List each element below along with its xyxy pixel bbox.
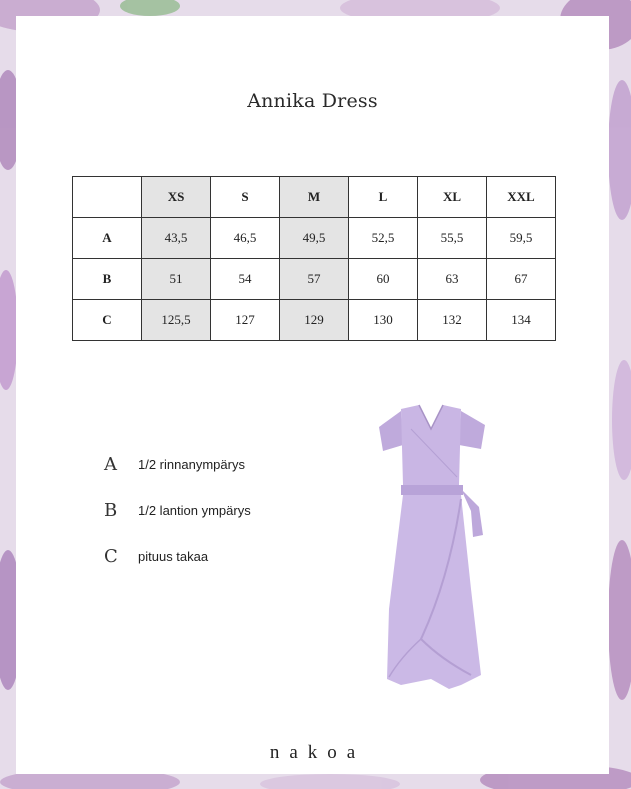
- table-corner-cell: [73, 177, 142, 218]
- row-label-a: A: [73, 218, 142, 259]
- size-header-l: L: [349, 177, 418, 218]
- row-label-c: C: [73, 300, 142, 341]
- product-title: Annika Dress: [247, 90, 378, 112]
- brand-logo: nakoa: [269, 742, 366, 763]
- table-cell: 63: [418, 259, 487, 300]
- dress-image: [361, 389, 501, 709]
- size-header-xs: XS: [142, 177, 211, 218]
- table-cell: 60: [349, 259, 418, 300]
- legend-letter-b: B: [104, 500, 118, 521]
- legend-text-c: pituus takaa: [138, 549, 209, 564]
- table-cell: 57: [280, 259, 349, 300]
- table-cell: 46,5: [211, 218, 280, 259]
- table-cell: 49,5: [280, 218, 349, 259]
- measurement-legend: [104, 453, 251, 591]
- legend-item: [104, 499, 251, 522]
- table-row: [73, 300, 556, 341]
- table-cell: 43,5: [142, 218, 211, 259]
- table-cell: 52,5: [349, 218, 418, 259]
- size-header-xl: XL: [418, 177, 487, 218]
- table-cell: 51: [142, 259, 211, 300]
- table-cell: 55,5: [418, 218, 487, 259]
- table-row: [73, 259, 556, 300]
- table-cell: 134: [487, 300, 556, 341]
- table-cell: 125,5: [142, 300, 211, 341]
- table-cell: 67: [487, 259, 556, 300]
- table-cell: 54: [211, 259, 280, 300]
- table-header-row: [73, 177, 556, 218]
- table-cell: 59,5: [487, 218, 556, 259]
- row-label-b: B: [73, 259, 142, 300]
- legend-letter-a: A: [104, 454, 117, 475]
- table-cell: 127: [211, 300, 280, 341]
- table-cell: 129: [280, 300, 349, 341]
- size-header-m: M: [280, 177, 349, 218]
- legend-item: [104, 545, 251, 568]
- legend-item: [104, 453, 251, 476]
- table-cell: 130: [349, 300, 418, 341]
- size-chart-card: [16, 16, 609, 774]
- table-cell: 132: [418, 300, 487, 341]
- size-header-xxl: XXL: [487, 177, 556, 218]
- size-header-s: S: [211, 177, 280, 218]
- legend-text-b: 1/2 lantion ympärys: [138, 503, 251, 518]
- size-table: [72, 176, 556, 341]
- table-row: [73, 218, 556, 259]
- legend-text-a: 1/2 rinnanympärys: [138, 457, 245, 472]
- legend-letter-c: C: [104, 546, 118, 567]
